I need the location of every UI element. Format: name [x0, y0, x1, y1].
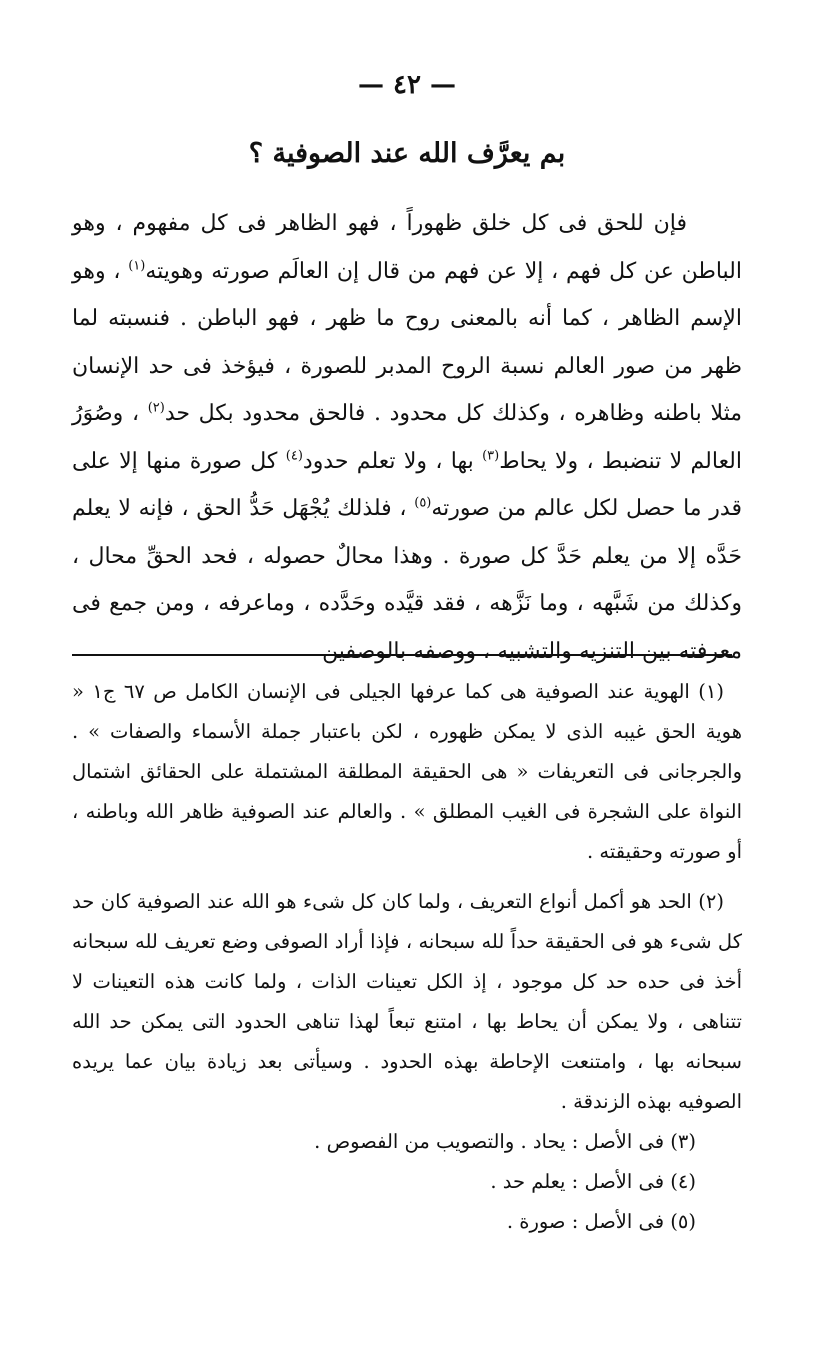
footnote-2: (٢) الحد هو أكمل أنواع التعريف ، ولما كان كل شىء هو الله عند الصوفية كان حد كل شىء هو فى الحقيقة حداً لله سبحانه ، فإذا أراد الصوفى وضع تعريف لله سبحانه أخذ فى حده حد كل موجود ، إذ الكل تعينات الذات ، ولما كانت هذه التعينات لا تتناهى ، ولا يمكن أن يحاط بها ، امتنع تبعاً لهذا تناهى الحدود التى يمكن حد الله سبحانه بها ، وامتنعت الإحاطة بهذه الحدود . وسيأتى بعد زيادة بيان عما يريده الصوفيه بهذه الزندقة .: [72, 890, 742, 1113]
section-title: بم يعرَّف الله عند الصوفية ؟: [248, 138, 566, 169]
book-page: [72, 0, 742, 1355]
footnote-3: (٣) فى الأصل : يحاد . والتصويب من الفصوص .: [314, 1130, 696, 1153]
footnote-1: (١) الهوية عند الصوفية هى كما عرفها الجيلى فى الإنسان الكامل ص ٦٧ ج١ « هوية الحق غيبه الذى لا يمكن ظهوره ، لكن باعتبار جملة الأسماء والصفات » . والجرجانى فى التعريفات « هى الحقيقة المطلقة المشتملة على الحقائق اشتمال النواة على الشجرة فى الغيب المطلق » . والعالم عند الصوفية ظاهر الله وباطنه ، أو صورته وحقيقته .: [72, 680, 742, 863]
main-text-part-2: ، وهو الإسم الظاهر ، كما أنه بالمعنى روح ما ظهر ، فهو الباطن . فنسبته لما ظهر من صور العالم نسبة الروح المدبر للصورة ، فيؤخذ فى حد الإنسان مثلا باطنه وظاهره ، وكذلك كل محدود . فالحق محدود بكل حد: [72, 258, 742, 426]
footnote-5: (٥) فى الأصل : صورة .: [506, 1210, 696, 1233]
footnote-ref-4: (٤): [285, 448, 303, 464]
footnote-divider: [72, 654, 732, 656]
main-text-part-6: ، فلذلك يُجْهَل حَدُّ الحق ، فإنه لا يعلم حَدَّه إلا من يعلم حَدَّ كل صورة . وهذا محالٌ حصوله ، فحد الحقِّ محال ، وكذلك من شَبَّهه ، وما نَزَّهه ، فقد قيَّده وحَدَّده ، وماعرفه ، ومن جمع فى معرفته بين التنزيه والتشبيه ، ووصفه بالوصفين: [72, 496, 742, 664]
footnote-ref-1: (١): [128, 258, 146, 274]
main-text-part-5: كل صورة منها إلا على قدر ما حصل لكل عالم من صورته: [72, 448, 742, 521]
main-paragraph: [72, 200, 742, 675]
footnote-ref-5: (٥): [414, 495, 432, 511]
page-number: — ٤٢ —: [357, 70, 457, 100]
footnote-ref-3: (٣): [482, 448, 500, 464]
main-text-part-3: ، وصُوَرُ العالم لا تنضبط ، ولا يحاط: [72, 401, 742, 474]
footnote-ref-2: (٢): [147, 400, 165, 416]
main-text: [72, 200, 742, 675]
footnotes: [72, 672, 742, 1242]
main-text-part-4: بها ، ولا تعلم حدود: [302, 448, 483, 474]
main-text-part-1: فإن للحق فى كل خلق ظهوراً ، فهو الظاهر فى كل مفهوم ، وهو الباطن عن كل فهم ، إلا عن فهم من قال إن العالَم صورته وهويته: [72, 211, 742, 284]
footnote-4: (٤) فى الأصل : يعلم حد .: [490, 1170, 696, 1193]
